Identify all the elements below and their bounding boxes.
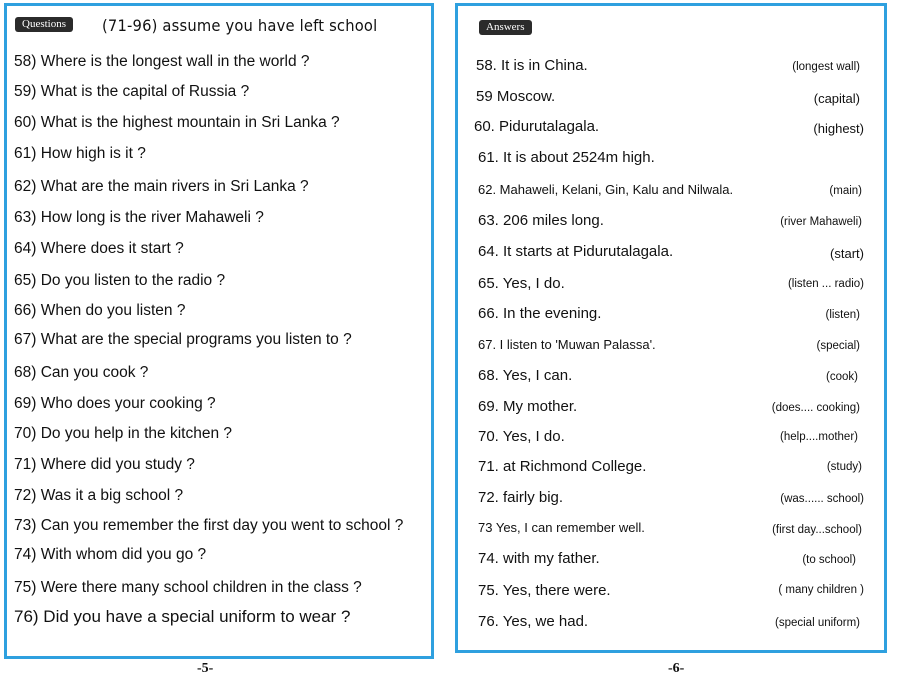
question-61: 61) How high is it ?: [14, 145, 146, 162]
answer-74: 74. with my father.: [478, 550, 600, 567]
hint-62: (main): [829, 185, 862, 197]
questions-tag: Questions: [15, 17, 73, 32]
hint-75: ( many children ): [778, 584, 864, 596]
hint-66: (listen): [825, 309, 860, 321]
question-71: 71) Where did you study ?: [14, 456, 195, 473]
answer-70: 70. Yes, I do.: [478, 428, 565, 445]
question-60: 60) What is the highest mountain in Sri Lanka ?: [14, 114, 340, 131]
answer-68: 68. Yes, I can.: [478, 367, 573, 384]
page-number-right: -6-: [668, 661, 685, 676]
answer-66: 66. In the evening.: [478, 305, 602, 322]
answer-69: 69. My mother.: [478, 398, 578, 415]
question-72: 72) Was it a big school ?: [14, 487, 184, 504]
hint-64: (start): [830, 246, 864, 261]
answer-58: 58. It is in China.: [476, 57, 588, 74]
answer-64: 64. It starts at Pidurutalagala.: [478, 243, 674, 260]
question-64: 64) Where does it start ?: [14, 240, 184, 257]
answer-63: 63. 206 miles long.: [478, 212, 604, 229]
question-69: 69) Who does your cooking ?: [14, 395, 216, 412]
hint-68: (cook): [826, 371, 858, 383]
answer-67: 67. I listen to 'Muwan Palassa'.: [478, 337, 656, 352]
hint-74: (to school): [802, 554, 856, 566]
answer-62: 62. Mahaweli, Kelani, Gin, Kalu and Nilwala.: [478, 182, 734, 197]
hint-67: (special): [816, 340, 860, 352]
question-62: 62) What are the main rivers in Sri Lanka ?: [14, 178, 309, 195]
answer-75: 75. Yes, there were.: [478, 582, 611, 599]
answer-72: 72. fairly big.: [478, 489, 564, 506]
answer-61: 61. It is about 2524m high.: [478, 149, 655, 166]
answer-71: 71. at Richmond College.: [478, 458, 647, 475]
question-67: 67) What are the special programs you listen to ?: [14, 331, 352, 348]
hint-58: (longest wall): [792, 61, 860, 73]
hint-76: (special uniform): [775, 617, 860, 629]
answer-65: 65. Yes, I do.: [478, 275, 565, 292]
question-70: 70) Do you help in the kitchen ?: [14, 425, 232, 442]
hint-59: (capital): [813, 91, 860, 106]
hint-72: (was...... school): [780, 493, 864, 505]
hint-70: (help....mother): [780, 431, 858, 443]
question-68: 68) Can you cook ?: [14, 364, 149, 381]
hint-71: (study): [826, 461, 862, 473]
answer-76: 76. Yes, we had.: [478, 613, 589, 630]
question-66: 66) When do you listen ?: [14, 302, 186, 319]
question-58: 58) Where is the longest wall in the world ?: [14, 53, 310, 70]
questions-panel: [4, 3, 434, 659]
answers-panel: [455, 3, 887, 653]
answer-73: 73 Yes, I can remember well.: [478, 520, 645, 535]
hint-63: (river Mahaweli): [780, 216, 862, 228]
page-number-left: -5-: [197, 661, 214, 676]
question-74: 74) With whom did you go ?: [14, 546, 207, 563]
hint-65: (listen ... radio): [787, 278, 864, 290]
answer-60: 60. Pidurutalagala.: [474, 118, 600, 135]
hint-69: (does.... cooking): [771, 402, 860, 414]
question-76: 76) Did you have a special uniform to wear ?: [14, 607, 351, 626]
hint-73: (first day...school): [772, 524, 862, 536]
question-65: 65) Do you listen to the radio ?: [14, 272, 226, 289]
answer-59: 59 Moscow.: [476, 88, 556, 105]
questions-heading: (71-96) assume you have left school: [102, 16, 378, 35]
answers-tag: Answers: [479, 20, 532, 35]
question-75: 75) Were there many school children in the class ?: [14, 579, 362, 596]
question-63: 63) How long is the river Mahaweli ?: [14, 209, 264, 226]
question-59: 59) What is the capital of Russia ?: [14, 83, 250, 100]
hint-60: (highest): [813, 121, 864, 136]
question-73: 73) Can you remember the first day you went to school ?: [14, 517, 404, 534]
